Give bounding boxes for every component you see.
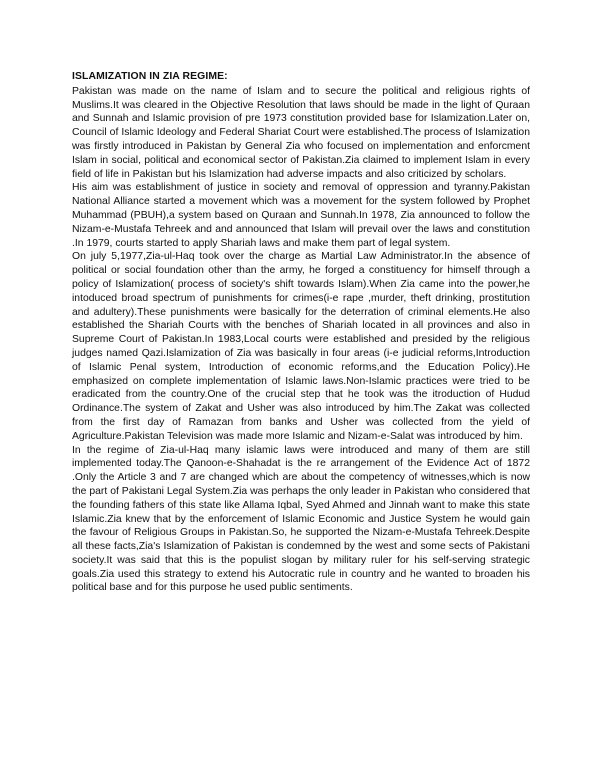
paragraph-1: Pakistan was made on the name of Islam and to secure the political and religious rights of Muslims.It was cleared in the Objective Resolution that laws should be made in the light of Quraan and Sunnah and Islamic provision of pre 1973 constitution provided base for Islamization.Later on, Council of Islamic Ideology and Federal Shariat Court were established.The process of Islamization was firstly introduced in Pakistan by General Zia who focused on implementation and enforcment Islam in social, political and economical sector of Pakistan.Zia claimed to implement Islam in every field of life in Pakistan but his Islamization had adverse impacts and also criticized by scholars. [72, 85, 530, 180]
paragraph-2: His aim was establishment of justice in society and removal of oppression and tyranny.Pakistan National Alliance started a movement which was a movement for the system followed by Prophet Muhammad (PBUH),a system based on Quraan and Sunnah.In 1978, Zia announced to follow the Nizam-e-Mustafa Tehreek and and announced that Islam will prevail over the laws and constitution .In 1979, courts started to apply Shariah laws and make them part of legal system. [72, 182, 530, 249]
document-page [72, 70, 530, 595]
paragraph-4: In the regime of Zia-ul-Haq many islamic laws were introduced and many of them are still implemented today.The Qanoon-e-Shahadat is the re arrangement of the Evidence Act of 1872 .Only the Article 3 and 7 are changed which are about the competency of witnesses,which is now the part of Pakistani Legal System.Zia was perhaps the only leader in Pakistan who considered that the founding fathers of this state like Allama Iqbal, Syed Ahmed and Jinnah want to make this state Islamic.Zia knew that by the enforcement of Islamic Economic and Justice System he would gain the favour of Religious Groups in Pakistan.So, he supported the Nizam-e-Mustafa Tehreek.Despite all these facts,Zia's Islamization of Pakistan is condemned by the west and some sects of Pakistani society.It was said that this is the populist slogan by military ruler for his self-serving strategic goals.Zia used this strategy to extend his Autocratic rule in country and he wanted to broaden his political base and for this purpose he used public sentiments. [72, 444, 530, 594]
document-title: ISLAMIZATION IN ZIA REGIME: [72, 71, 228, 82]
paragraph-3: On july 5,1977,Zia-ul-Haq took over the charge as Martial Law Administrator.In the absence of political or social foundation other than the army, he forged a constituency for himself through a policy of Islamization( process of society's shift towards Islam).When Zia came into the power,he intoduced broad spectrum of punishments for crimes(i-e rape ,murder, theft drinking, prostitution and adultery).These punishments were basically for the deterration of criminal elements.He also established the Shariah Courts with the benches of Shariah located in all provinces and also in Supreme Court of Pakistan.In 1983,Local courts were established and presided by the religious judges named Qazi.Islamization of Zia was basically in four areas (i-e judicial reforms,Introduction of Islamic Penal system, Introduction of economic reforms,and the Education Policy).He emphasized on complete implementation of Islamic laws.Non-Islamic practices were tried to be eradicated from the country.One of the crucial step that he took was the itroduction of Hudud Ordinance.The system of Zakat and Usher was also introduced by him.The Zakat was collected from the first day of Ramazan from banks and Usher was collected from the yield of Agriculture.Pakistan Television was made more Islamic and Nizam-e-Salat was introduced by him. [72, 251, 530, 442]
